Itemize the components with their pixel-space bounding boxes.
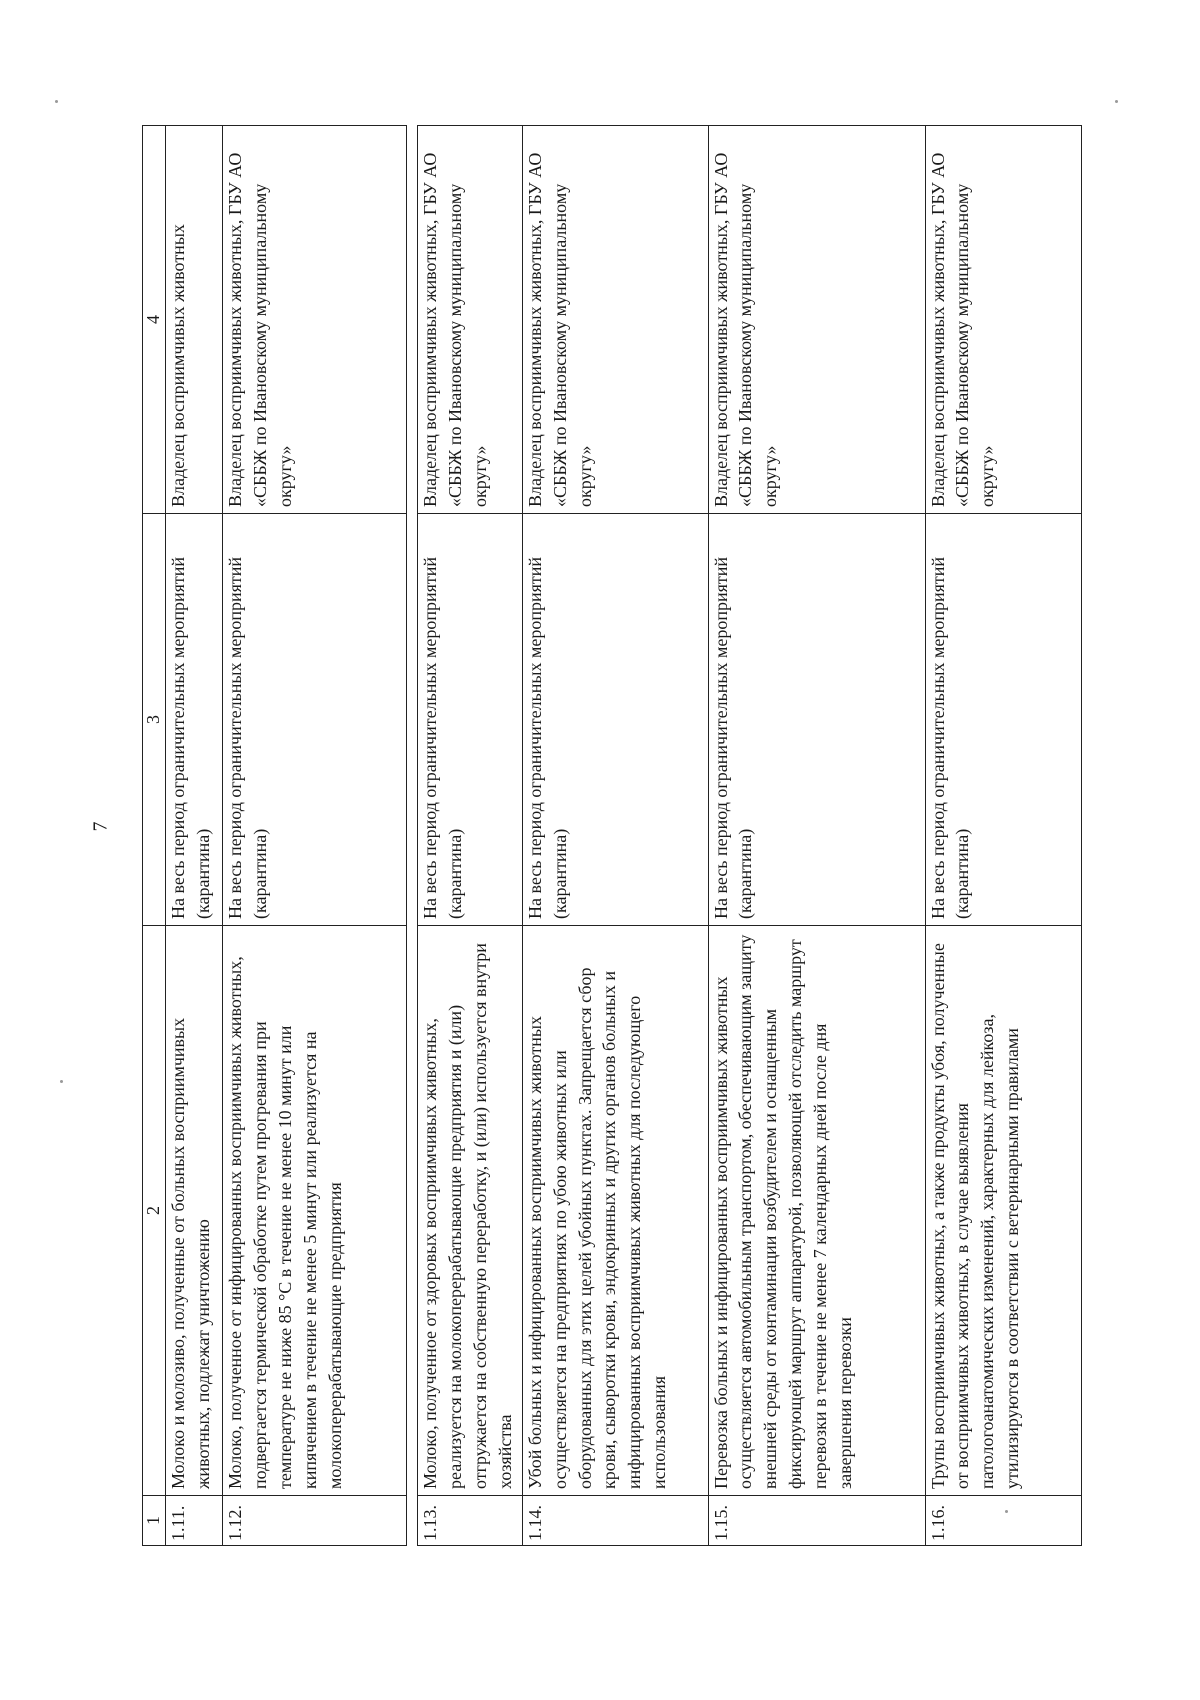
- row-period: На весь период ограничительных мероприятий (карантина): [223, 514, 407, 926]
- row-period: На весь период ограничительных мероприятий (карантина): [925, 514, 1081, 926]
- row-responsible: Владелец восприимчивых животных, ГБУ АО «СББЖ по Ивановскому муниципальному округу»: [223, 126, 407, 514]
- table-row: [925, 126, 1081, 1546]
- scan-speck: [1005, 1510, 1008, 1513]
- row-number: 1.16.: [925, 1496, 1081, 1546]
- row-number: 1.12.: [223, 1496, 407, 1546]
- row-period: На весь период ограничительных мероприятий (карантина): [708, 514, 925, 926]
- row-spacer: [406, 126, 417, 1546]
- row-period: На весь период ограничительных мероприятий (карантина): [166, 514, 223, 926]
- row-measure: Молоко, полученное от здоровых восприимчивых животных, реализуется на молокоперерабатывающие предприятия и (или) отгружается на собственную переработку, и (или) используется внутри хозяйства: [418, 926, 523, 1496]
- scan-speck: [55, 100, 58, 103]
- row-measure: Перевозка больных и инфицированных восприимчивых животных осуществляется автомобильным транспортом, обеспечивающим защиту внешней среды от контаминации возбудителем и оснащенным фиксирующей маршрут аппаратурой, позволяющей отследить маршрут перевозки в течение не менее 7 календарных дней после дня завершения перевозки: [708, 926, 925, 1496]
- header-col-2: 2: [143, 926, 166, 1496]
- measures-table: [142, 125, 1082, 1546]
- row-period: На весь период ограничительных мероприятий (карантина): [418, 514, 523, 926]
- row-number: 1.11.: [166, 1496, 223, 1546]
- table-row: [166, 126, 223, 1546]
- page-number: 7: [89, 821, 112, 832]
- table-header-row: [143, 126, 166, 1546]
- row-measure: Молоко и молозиво, полученные от больных восприимчивых животных, подлежат уничтожению: [166, 926, 223, 1496]
- table-row: [522, 126, 708, 1546]
- row-responsible: Владелец восприимчивых животных, ГБУ АО «СББЖ по Ивановскому муниципальному округу»: [418, 126, 523, 514]
- header-col-3: 3: [143, 514, 166, 926]
- measures-table-wrapper: [142, 126, 1082, 1546]
- row-responsible: Владелец восприимчивых животных, ГБУ АО «СББЖ по Ивановскому муниципальному округу»: [925, 126, 1081, 514]
- row-period: На весь период ограничительных мероприятий (карантина): [522, 514, 708, 926]
- scan-speck: [1115, 100, 1118, 103]
- row-measure: Молоко, полученное от инфицированных восприимчивых животных, подвергается термической обработке путем прогревания при температуре не ниже 85 °С в течение не менее 10 минут или кипячением в течение не менее 5 минут или реализуется на молокоперерабатывающие предприятия: [223, 926, 407, 1496]
- table-row: [708, 126, 925, 1546]
- row-number: 1.15.: [708, 1496, 925, 1546]
- table-row: [418, 126, 523, 1546]
- row-measure: Убой больных и инфицированных восприимчивых животных осуществляется на предприятиях по убою животных или оборудованных для этих целей убойных пунктах. Запрещается сбор крови, сыворотки крови, эндокринных и других органов больных и инфицированных восприимчивых животных для последующего использования: [522, 926, 708, 1496]
- row-number: 1.14.: [522, 1496, 708, 1546]
- header-col-4: 4: [143, 126, 166, 514]
- row-responsible: Владелец восприимчивых животных: [166, 126, 223, 514]
- row-measure: Трупы восприимчивых животных, а также продукты убоя, полученные от восприимчивых животных, в случае выявления патологоанатомических изменений, характерных для лейкоза, утилизируются в соответствии с ветеринарными правилами: [925, 926, 1081, 1496]
- scan-speck: [60, 1080, 63, 1083]
- table-row: [223, 126, 407, 1546]
- row-number: 1.13.: [418, 1496, 523, 1546]
- row-responsible: Владелец восприимчивых животных, ГБУ АО «СББЖ по Ивановскому муниципальному округу»: [708, 126, 925, 514]
- header-col-1: 1: [143, 1496, 166, 1546]
- row-responsible: Владелец восприимчивых животных, ГБУ АО «СББЖ по Ивановскому муниципальному округу»: [522, 126, 708, 514]
